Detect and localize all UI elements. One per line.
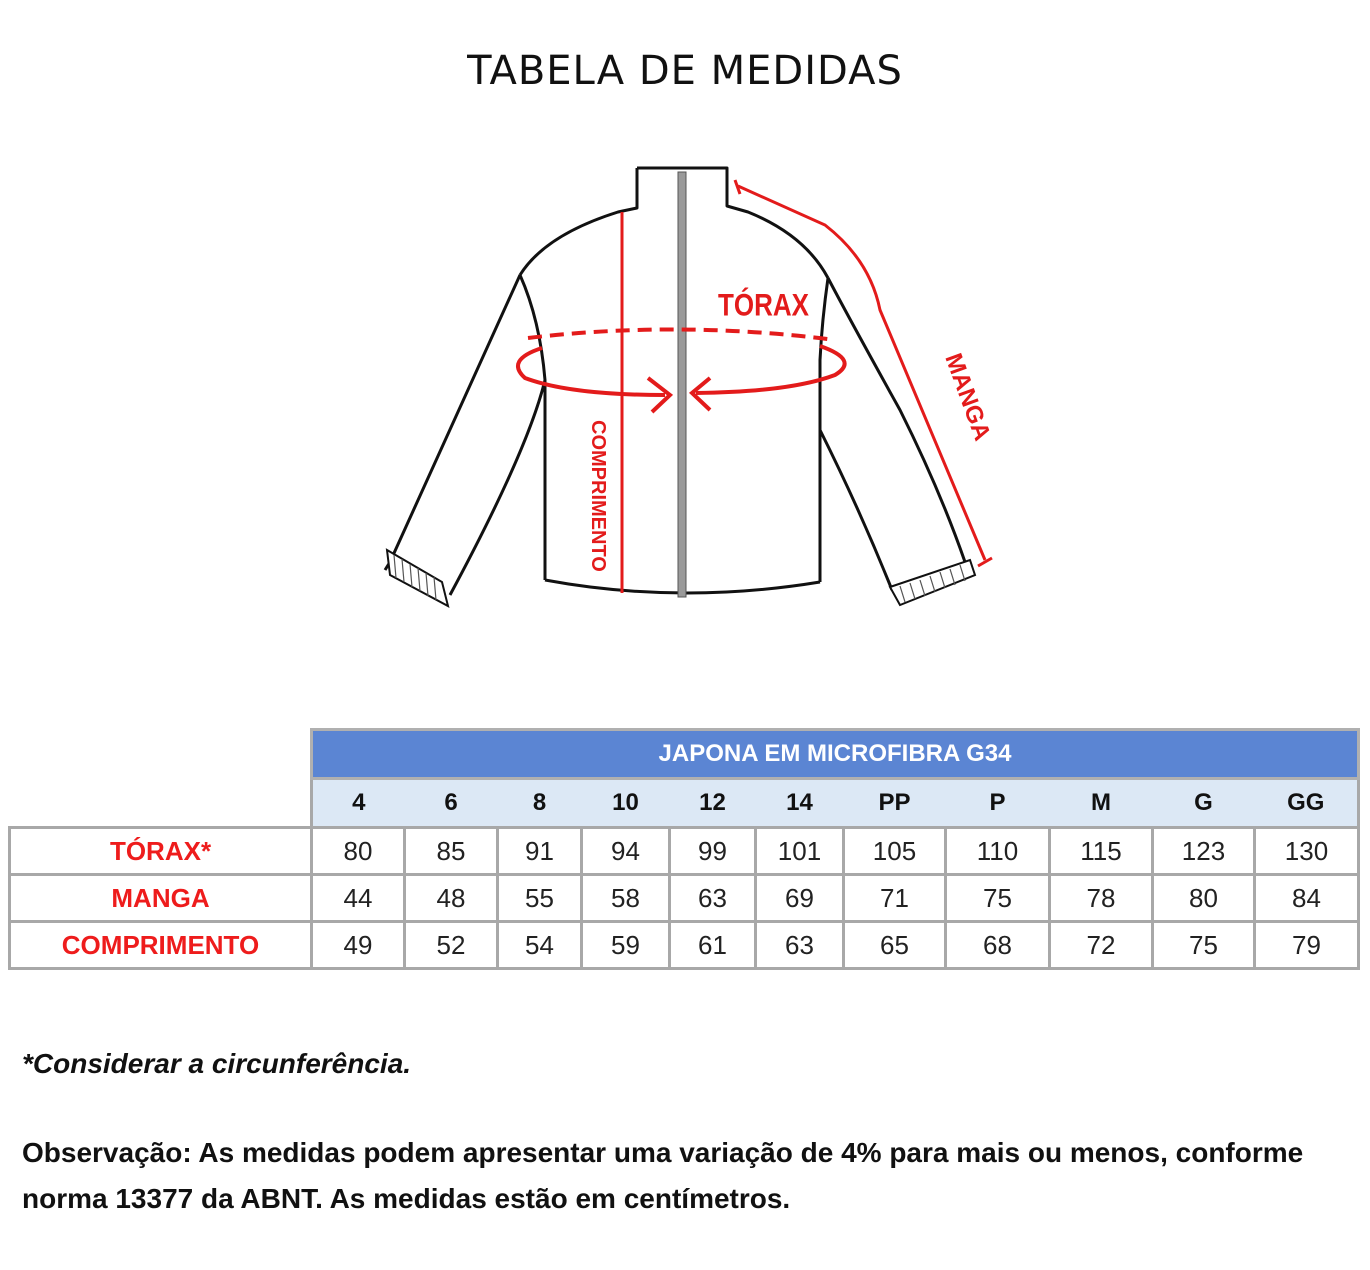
table-row	[10, 922, 1359, 969]
row-label-sleeve: MANGA	[10, 875, 312, 922]
sizes-row	[10, 779, 1359, 828]
table-cell: 55	[498, 875, 582, 922]
table-cell: 84	[1255, 875, 1359, 922]
length-label: COMPRIMENTO	[587, 420, 609, 572]
chest-label: TÓRAX	[718, 288, 809, 324]
table-cell: 58	[582, 875, 670, 922]
row-label-length: COMPRIMENTO	[10, 922, 312, 969]
table-cell: 130	[1255, 828, 1359, 875]
table-cell: 80	[312, 828, 405, 875]
size-header: GG	[1255, 779, 1359, 828]
table-cell: 123	[1153, 828, 1255, 875]
table-cell: 75	[946, 875, 1050, 922]
table-cell: 115	[1050, 828, 1153, 875]
chest-arrow-left	[518, 348, 665, 395]
table-cell: 52	[405, 922, 498, 969]
footnote: *Considerar a circunferência.	[22, 1048, 412, 1079]
size-header: M	[1050, 779, 1153, 828]
size-header: 10	[582, 779, 670, 828]
jacket-outline-icon	[385, 168, 965, 595]
table-cell: 105	[844, 828, 946, 875]
table-cell: 94	[582, 828, 670, 875]
table-cell: 54	[498, 922, 582, 969]
size-table	[8, 728, 1360, 970]
table-cell: 101	[756, 828, 844, 875]
table-cell: 68	[946, 922, 1050, 969]
table-cell: 65	[844, 922, 946, 969]
table-cell: 49	[312, 922, 405, 969]
table-cell: 85	[405, 828, 498, 875]
table-row	[10, 828, 1359, 875]
table-cell: 59	[582, 922, 670, 969]
chest-arrow-right	[696, 346, 845, 393]
row-label-chest: TÓRAX*	[10, 828, 312, 875]
table-cell: 63	[670, 875, 756, 922]
size-header: P	[946, 779, 1050, 828]
table-cell: 72	[1050, 922, 1153, 969]
observation-note: Observação: As medidas podem apresentar uma variação de 4% para mais ou menos, conforme norma 13377 da ABNT. As medidas estão em centímetros.	[22, 1137, 1304, 1214]
table-cell: 44	[312, 875, 405, 922]
table-cell: 71	[844, 875, 946, 922]
size-header: 14	[756, 779, 844, 828]
table-cell: 69	[756, 875, 844, 922]
table-cell: 48	[405, 875, 498, 922]
product-name: JAPONA EM MICROFIBRA G34	[312, 730, 1359, 779]
table-cell: 99	[670, 828, 756, 875]
size-header: G	[1153, 779, 1255, 828]
size-header: 4	[312, 779, 405, 828]
table-cell: 91	[498, 828, 582, 875]
size-header: 12	[670, 779, 756, 828]
table-cell: 110	[946, 828, 1050, 875]
table-cell: 78	[1050, 875, 1153, 922]
table-cell: 63	[756, 922, 844, 969]
table-cell: 75	[1153, 922, 1255, 969]
page-title: TABELA DE MEDIDAS	[467, 48, 903, 94]
table-row	[10, 875, 1359, 922]
table-cell: 79	[1255, 922, 1359, 969]
table-cell: 61	[670, 922, 756, 969]
sleeve-label: MANGA	[939, 349, 996, 445]
zipper-icon	[678, 172, 686, 597]
size-header: 8	[498, 779, 582, 828]
size-header: 6	[405, 779, 498, 828]
jacket-diagram	[380, 150, 1020, 620]
table-cell: 80	[1153, 875, 1255, 922]
size-header: PP	[844, 779, 946, 828]
